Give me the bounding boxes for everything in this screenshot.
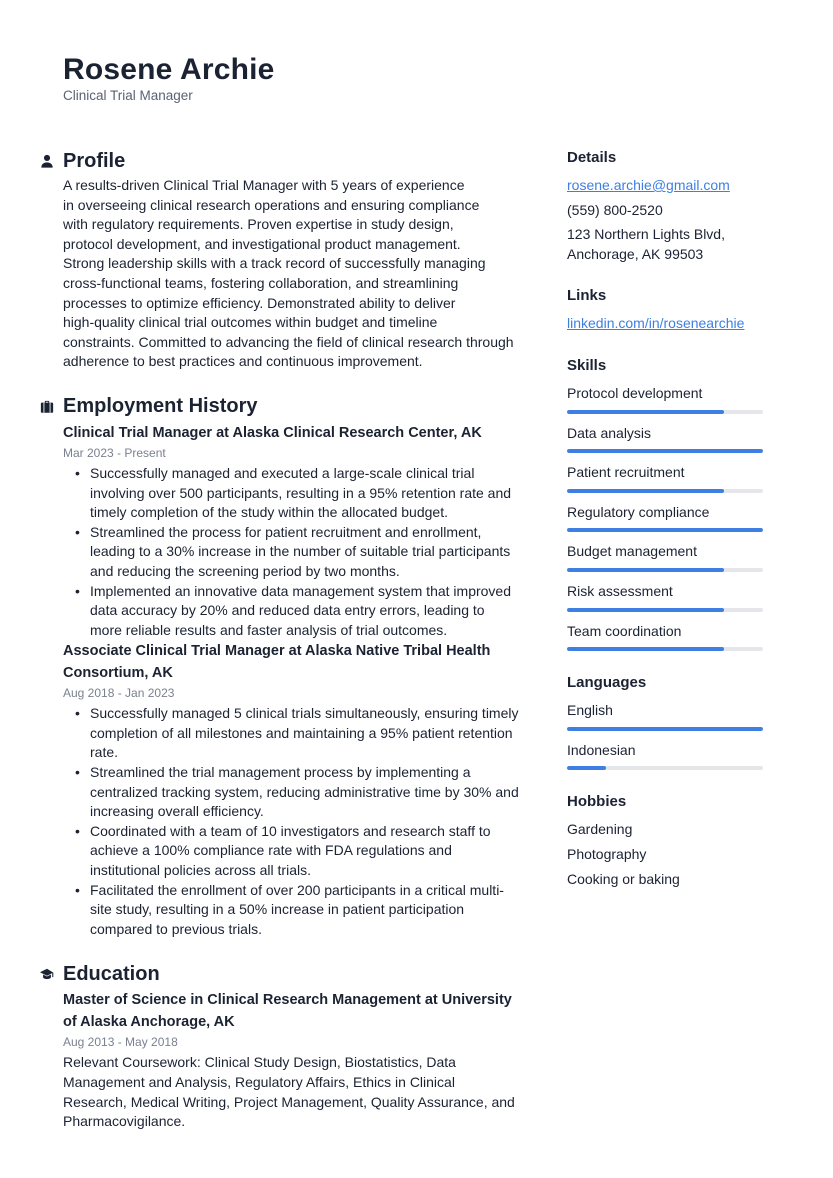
job-bullet: • Implemented an innovative data management system that improved data accuracy by 20% and reduced data entry errors, leading to more reliable results and faster analysis of trial outcomes. (75, 582, 520, 641)
profile-line: cross-functional teams, fostering collaboration, and streamlining (63, 274, 459, 291)
skill-label: Patient recruitment (567, 464, 685, 481)
languages-heading: Languages (567, 674, 647, 692)
profile-line: constraints. Committed to advancing the field of clinical research through (63, 333, 514, 350)
education-section (40, 959, 520, 1131)
main-column (40, 146, 520, 1152)
skill-label: Protocol development (567, 384, 703, 401)
skill-bar-fill (567, 568, 724, 572)
skill-bar (567, 410, 763, 414)
job-entry (63, 422, 520, 640)
skill-label: Regulatory compliance (567, 503, 710, 520)
profile-line: in overseeing clinical research operations and ensuring compliance (63, 196, 480, 213)
skill-bar (567, 568, 763, 572)
job-entry (63, 640, 520, 939)
language-item (567, 741, 767, 771)
hobby-item: Cooking or baking (567, 870, 680, 887)
job-bullet: • Facilitated the enrollment of over 200 participants in a critical multi-site study, resulting in a 50% increase in patient participation compared to previous trials. (75, 881, 520, 940)
job-dates: Aug 2018 - Jan 2023 (63, 686, 175, 701)
skill-item (567, 463, 767, 493)
language-label: Indonesian (567, 741, 636, 758)
skill-bar-fill (567, 647, 724, 651)
skill-label: Team coordination (567, 622, 682, 639)
skill-item (567, 424, 767, 454)
profile-line: A results-driven Clinical Trial Manager with 5 years of experience (63, 177, 465, 193)
address-line-1: 123 Northern Lights Blvd, (567, 226, 725, 243)
skill-bar (567, 449, 763, 453)
profile-line: processes to optimize efficiency. Demonstrated ability to deliver (63, 294, 456, 311)
job-bullet: • Successfully managed and executed a large-scale clinical trial involving over 500 participants, resulting in a 95% retention rate and timely completion of the study within the allocated budget. (75, 464, 520, 523)
profile-section (40, 146, 520, 372)
profile-line: with regulatory requirements. Proven expertise in study design, (63, 216, 454, 233)
job-bullet: • Successfully managed 5 clinical trials simultaneously, ensuring timely completion of all milestones and maintaining a 95% patient retention rate. (75, 704, 520, 763)
phone-number: (559) 800-2520 (567, 201, 663, 218)
person-icon (40, 146, 63, 176)
skill-item (567, 622, 767, 652)
job-title: Clinical Trial Manager at Alaska Clinical Research Center, AK (63, 424, 482, 441)
address-line-2: Anchorage, AK 99503 (567, 245, 704, 262)
skill-item (567, 503, 767, 533)
language-bar (567, 727, 763, 731)
links-section (567, 286, 767, 334)
skill-bar-fill (567, 410, 724, 414)
hobbies-heading: Hobbies (567, 793, 627, 811)
candidate-name: Rosene Archie (63, 53, 275, 86)
skill-bar-fill (567, 528, 763, 532)
details-section (567, 148, 767, 264)
skill-label: Risk assessment (567, 582, 673, 599)
skill-item (567, 582, 767, 612)
language-item (567, 701, 767, 731)
education-description: Relevant Coursework: Clinical Study Design, Biostatistics, Data Management and Analysis, Regulatory Affairs, Ethics in Clinical Research, Medical Writing, Project Management, Quality Assurance, and Pharmacovigilance. (63, 1054, 515, 1130)
profile-line: high-quality clinical trial outcomes within budget and timeline (63, 314, 438, 331)
skill-bar-fill (567, 608, 724, 612)
hobby-item: Photography (567, 845, 647, 862)
candidate-title: Clinical Trial Manager (63, 88, 193, 103)
details-heading: Details (567, 149, 617, 166)
resume-header (63, 52, 275, 103)
employment-section (40, 392, 520, 939)
hobby-item: Gardening (567, 821, 633, 838)
job-bullet: • Coordinated with a team of 10 investigators and research staff to achieve a 100% compliance rate with FDA regulations and institutional policies across all trials. (75, 822, 520, 881)
graduation-cap-icon (40, 959, 63, 989)
job-bullets (63, 704, 520, 939)
skill-item (567, 542, 767, 572)
skills-heading: Skills (567, 356, 607, 374)
skill-label: Budget management (567, 543, 697, 560)
profile-text (40, 176, 520, 372)
profile-line: protocol development, and investigational product management. (63, 235, 461, 252)
skill-item (567, 384, 767, 414)
education-dates: Aug 2013 - May 2018 (63, 1035, 178, 1050)
language-bar-fill (567, 766, 606, 770)
hobbies-section (567, 792, 767, 889)
language-bar-fill (567, 727, 763, 731)
email-link[interactable]: rosene.archie@gmail.com (567, 177, 730, 193)
job-title: Associate Clinical Trial Manager at Alaska Native Tribal Health Consortium, AK (63, 643, 491, 682)
education-entry (63, 989, 520, 1131)
skill-bar (567, 608, 763, 612)
job-dates: Mar 2023 - Present (63, 445, 166, 460)
language-bar (567, 766, 763, 770)
skill-bar (567, 647, 763, 651)
section-title-employment: Employment History (63, 395, 258, 418)
skill-bar-fill (567, 489, 724, 493)
skill-label: Data analysis (567, 424, 652, 441)
education-title: Master of Science in Clinical Research Management at University of Alaska Anchorage, AK (63, 992, 512, 1031)
skill-bar-fill (567, 449, 763, 453)
skills-section (567, 356, 767, 651)
section-title-education: Education (63, 962, 160, 985)
skill-bar (567, 528, 763, 532)
job-bullets (63, 464, 520, 640)
sidebar-column (567, 148, 767, 911)
job-bullet: • Streamlined the trial management process by implementing a centralized tracking system, reducing administrative time by 30% and increasing overall efficiency. (75, 763, 520, 822)
language-label: English (567, 702, 613, 719)
skill-bar (567, 489, 763, 493)
linkedin-link[interactable]: linkedin.com/in/rosenearchie (567, 315, 745, 332)
section-title-profile: Profile (63, 149, 126, 172)
languages-section (567, 673, 767, 770)
job-bullet: • Streamlined the process for patient recruitment and enrollment, leading to a 30% increase in the number of suitable trial participants and reducing the screening period by two months. (75, 523, 520, 582)
profile-line: Strong leadership skills with a track record of successfully managing (63, 255, 486, 272)
briefcase-icon (40, 392, 63, 422)
links-heading: Links (567, 287, 607, 305)
profile-line: adherence to best practices and continuous improvement. (63, 353, 423, 370)
